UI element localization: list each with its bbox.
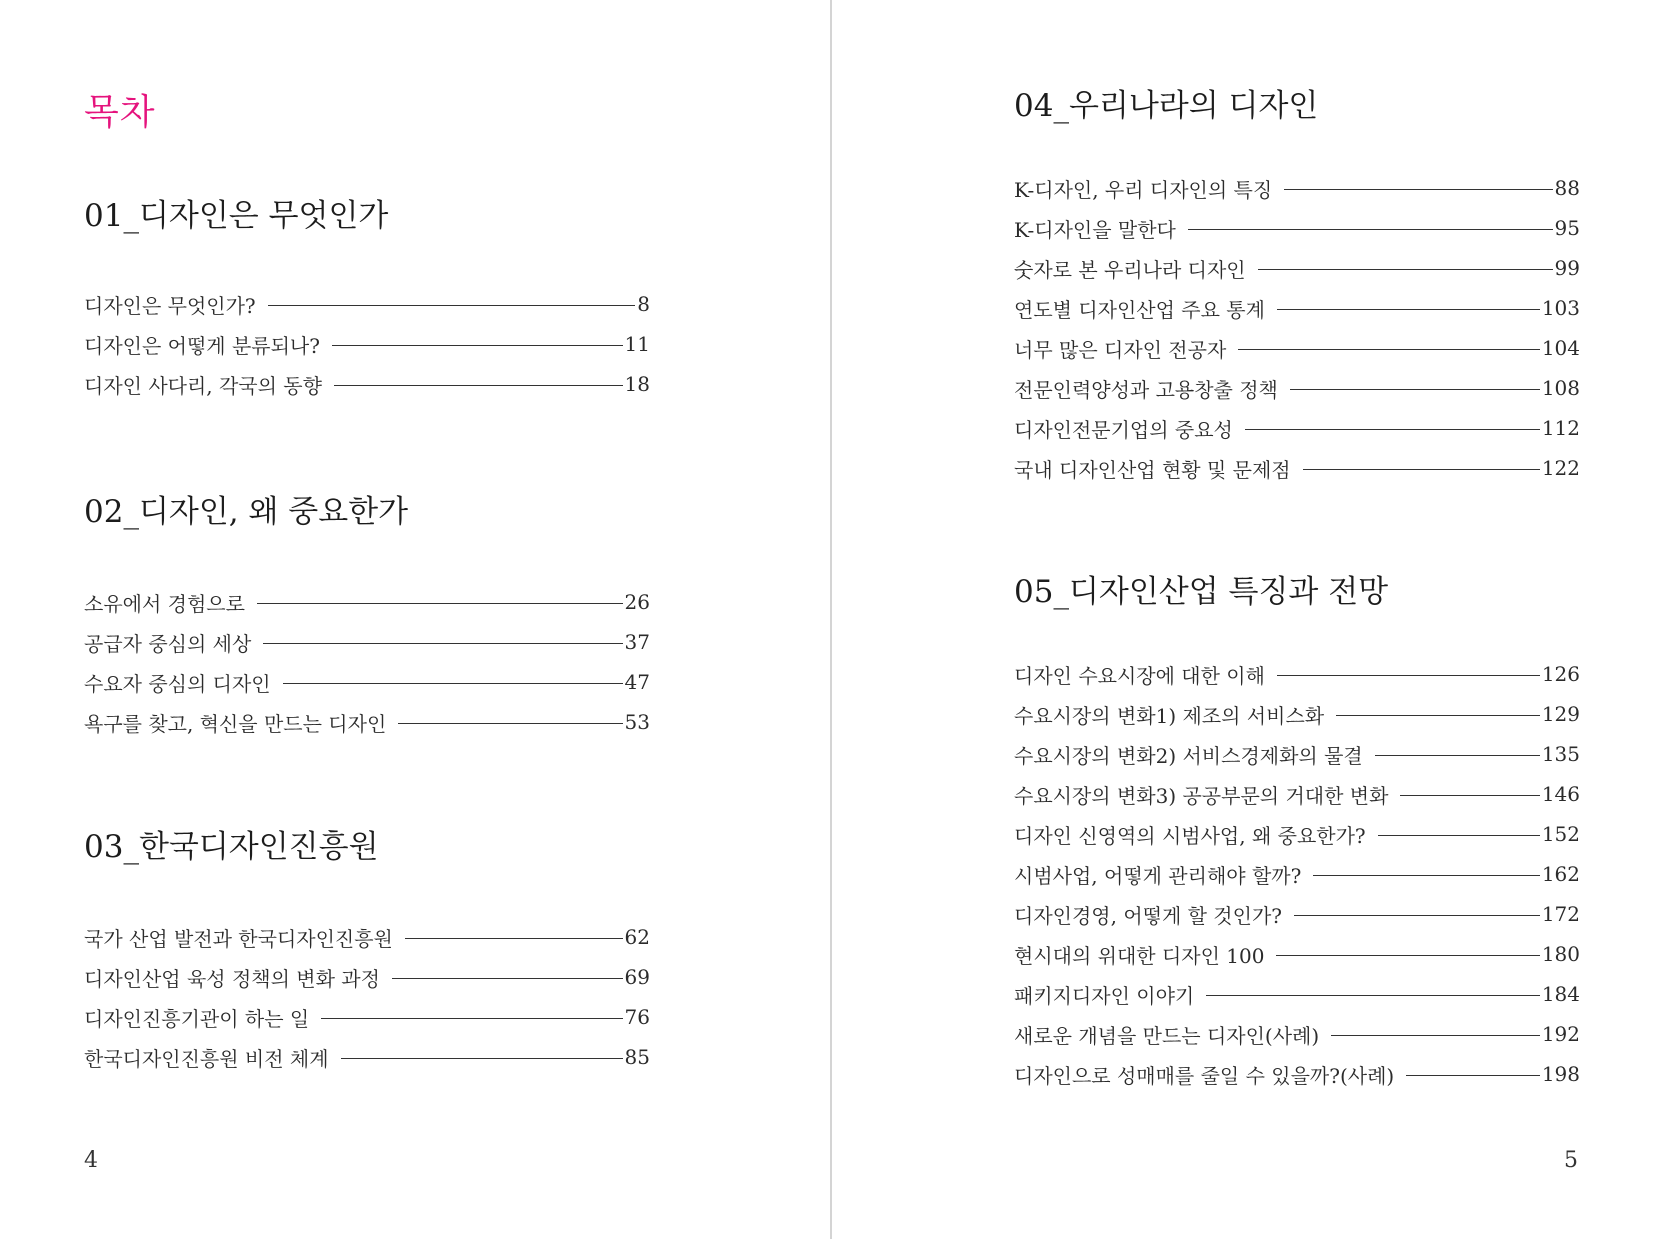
toc-entry[interactable] [1014,654,1580,694]
entry-page-number: 88 [1554,176,1580,200]
entry-title: 국내 디자인산업 현황 및 문제점 [1014,457,1291,482]
entry-page-number: 103 [1541,296,1580,320]
toc-entry[interactable] [84,917,650,957]
leader-line [1375,755,1540,756]
entry-page-number: 184 [1541,982,1580,1006]
page-number-left: 4 [84,1148,98,1173]
toc-title: 목차 [84,92,156,133]
entry-title: 소유에서 경험으로 [84,591,245,616]
entry-page-number: 37 [624,630,650,654]
toc-entry[interactable] [1014,1014,1580,1054]
entry-title: 디자인 신영역의 시범사업, 왜 중요한가? [1014,823,1366,848]
leader-line [1277,675,1540,676]
chapter-entries [1014,168,1580,488]
toc-entry[interactable] [1014,694,1580,734]
entry-title: 수요자 중심의 디자인 [84,671,271,696]
leader-line [263,643,622,644]
entry-title: 패키지디자인 이야기 [1014,983,1195,1008]
toc-entry[interactable] [84,364,650,404]
leader-line [1188,229,1553,230]
leader-line [1313,875,1540,876]
chapter-03 [84,827,650,1077]
leader-line [283,683,623,684]
toc-entry[interactable] [1014,734,1580,774]
leader-line [1378,835,1540,836]
entry-title: K-디자인을 말한다 [1014,217,1176,242]
entry-page-number: 18 [624,372,650,396]
toc-entry[interactable] [84,662,650,702]
chapter-entries [1014,654,1580,1094]
toc-entry[interactable] [1014,328,1580,368]
entry-page-number: 129 [1541,702,1580,726]
toc-entry[interactable] [1014,774,1580,814]
leader-line [398,723,622,724]
leader-line [1303,469,1540,470]
leader-line [257,603,623,604]
leader-line [1294,915,1540,916]
toc-entry[interactable] [1014,974,1580,1014]
entry-title: 국가 산업 발전과 한국디자인진흥원 [84,926,393,951]
entry-page-number: 126 [1541,662,1580,686]
entry-title: 현시대의 위대한 디자인 100 [1014,943,1265,968]
leader-line [1238,349,1540,350]
toc-entry[interactable] [1014,368,1580,408]
leader-line [321,1018,622,1019]
entry-title: 욕구를 찾고, 혁신을 만드는 디자인 [84,711,387,736]
toc-entry[interactable] [1014,814,1580,854]
toc-entry[interactable] [84,702,650,742]
chapter-heading: 03_한국디자인진흥원 [84,829,379,865]
entry-title: 디자인산업 육성 정책의 변화 과정 [84,966,380,991]
toc-entry[interactable] [1014,168,1580,208]
entry-page-number: 112 [1541,416,1580,440]
chapter-heading: 01_디자인은 무엇인가 [84,198,389,234]
toc-entry[interactable] [1014,1054,1580,1094]
entry-title: 디자인전문기업의 중요성 [1014,417,1233,442]
leader-line [1245,429,1540,430]
toc-entry[interactable] [84,582,650,622]
entry-page-number: 62 [624,925,650,949]
entry-page-number: 47 [624,670,650,694]
entry-page-number: 108 [1541,376,1580,400]
chapter-01 [84,196,650,404]
toc-entry[interactable] [1014,854,1580,894]
entry-title: 디자인은 무엇인가? [84,293,256,318]
entry-page-number: 69 [624,965,650,989]
entry-page-number: 95 [1554,216,1580,240]
page-number-right: 5 [1564,1148,1578,1173]
leader-line [1284,189,1552,190]
toc-entry[interactable] [84,324,650,364]
toc-entry[interactable] [84,997,650,1037]
entry-title: 디자인 사다리, 각국의 동향 [84,373,322,398]
leader-line [1276,955,1539,956]
chapter-04 [1014,86,1580,488]
entry-page-number: 76 [624,1005,650,1029]
chapter-entries [84,582,650,742]
toc-entry[interactable] [84,1037,650,1077]
toc-entry[interactable] [1014,248,1580,288]
leader-line [1406,1075,1540,1076]
toc-entry[interactable] [1014,448,1580,488]
entry-page-number: 122 [1541,456,1580,480]
leader-line [1258,269,1553,270]
toc-entry[interactable] [1014,934,1580,974]
entry-title: 한국디자인진흥원 비전 체계 [84,1046,329,1071]
entry-page-number: 85 [624,1045,650,1069]
entry-title: 너무 많은 디자인 전공자 [1014,337,1227,362]
toc-entry[interactable] [1014,408,1580,448]
entry-page-number: 26 [624,590,650,614]
entry-title: 수요시장의 변화2) 서비스경제화의 물결 [1014,743,1363,768]
entry-title: 전문인력양성과 고용창출 정책 [1014,377,1278,402]
entry-page-number: 198 [1541,1062,1580,1086]
entry-title: 새로운 개념을 만드는 디자인(사례) [1014,1023,1320,1048]
entry-page-number: 99 [1554,256,1580,280]
leader-line [1206,995,1540,996]
leader-line [1277,309,1540,310]
chapter-02 [84,492,650,742]
leader-line [1290,389,1540,390]
entry-page-number: 53 [624,710,650,734]
entry-page-number: 152 [1541,822,1580,846]
chapter-05 [1014,572,1580,1094]
entry-title: 연도별 디자인산업 주요 통계 [1014,297,1265,322]
entry-title: 공급자 중심의 세상 [84,631,252,656]
entry-title: 수요시장의 변화3) 공공부문의 거대한 변화 [1014,783,1389,808]
leader-line [268,305,636,306]
chapter-heading: 05_디자인산업 특징과 전망 [1014,574,1389,610]
chapter-entries [84,284,650,404]
leader-line [405,938,623,939]
toc-entry[interactable] [1014,288,1580,328]
toc-entry[interactable] [84,957,650,997]
entry-title: 디자인진흥기관이 하는 일 [84,1006,310,1031]
chapter-entries [84,917,650,1077]
leader-line [1336,715,1540,716]
entry-title: 수요시장의 변화1) 제조의 서비스화 [1014,703,1325,728]
entry-title: 시범사업, 어떻게 관리해야 할까? [1014,863,1302,888]
entry-page-number: 11 [624,332,650,356]
chapter-heading: 04_우리나라의 디자인 [1014,88,1319,124]
entry-page-number: 146 [1541,782,1580,806]
entry-title: K-디자인, 우리 디자인의 특징 [1014,177,1273,202]
entry-title: 디자인경영, 어떻게 할 것인가? [1014,903,1282,928]
chapter-heading: 02_디자인, 왜 중요한가 [84,494,409,530]
leader-line [1400,795,1539,796]
entry-title: 디자인 수요시장에 대한 이해 [1014,663,1265,688]
leader-line [341,1058,623,1059]
entry-page-number: 104 [1541,336,1580,360]
toc-entry[interactable] [84,622,650,662]
entry-page-number: 135 [1541,742,1580,766]
entry-page-number: 180 [1541,942,1580,966]
left-page [0,0,830,1239]
entry-page-number: 8 [637,292,650,316]
toc-entry[interactable] [84,284,650,324]
leader-line [1331,1035,1540,1036]
entry-title: 디자인은 어떻게 분류되나? [84,333,320,358]
entry-title: 숫자로 본 우리나라 디자인 [1014,257,1246,282]
toc-entry[interactable] [1014,208,1580,248]
entry-page-number: 192 [1541,1022,1580,1046]
entry-title: 디자인으로 성매매를 줄일 수 있을까?(사례) [1014,1063,1395,1088]
entry-page-number: 172 [1541,902,1580,926]
entry-page-number: 162 [1541,862,1580,886]
leader-line [332,345,623,346]
leader-line [392,978,623,979]
toc-entry[interactable] [1014,894,1580,934]
leader-line [334,385,623,386]
